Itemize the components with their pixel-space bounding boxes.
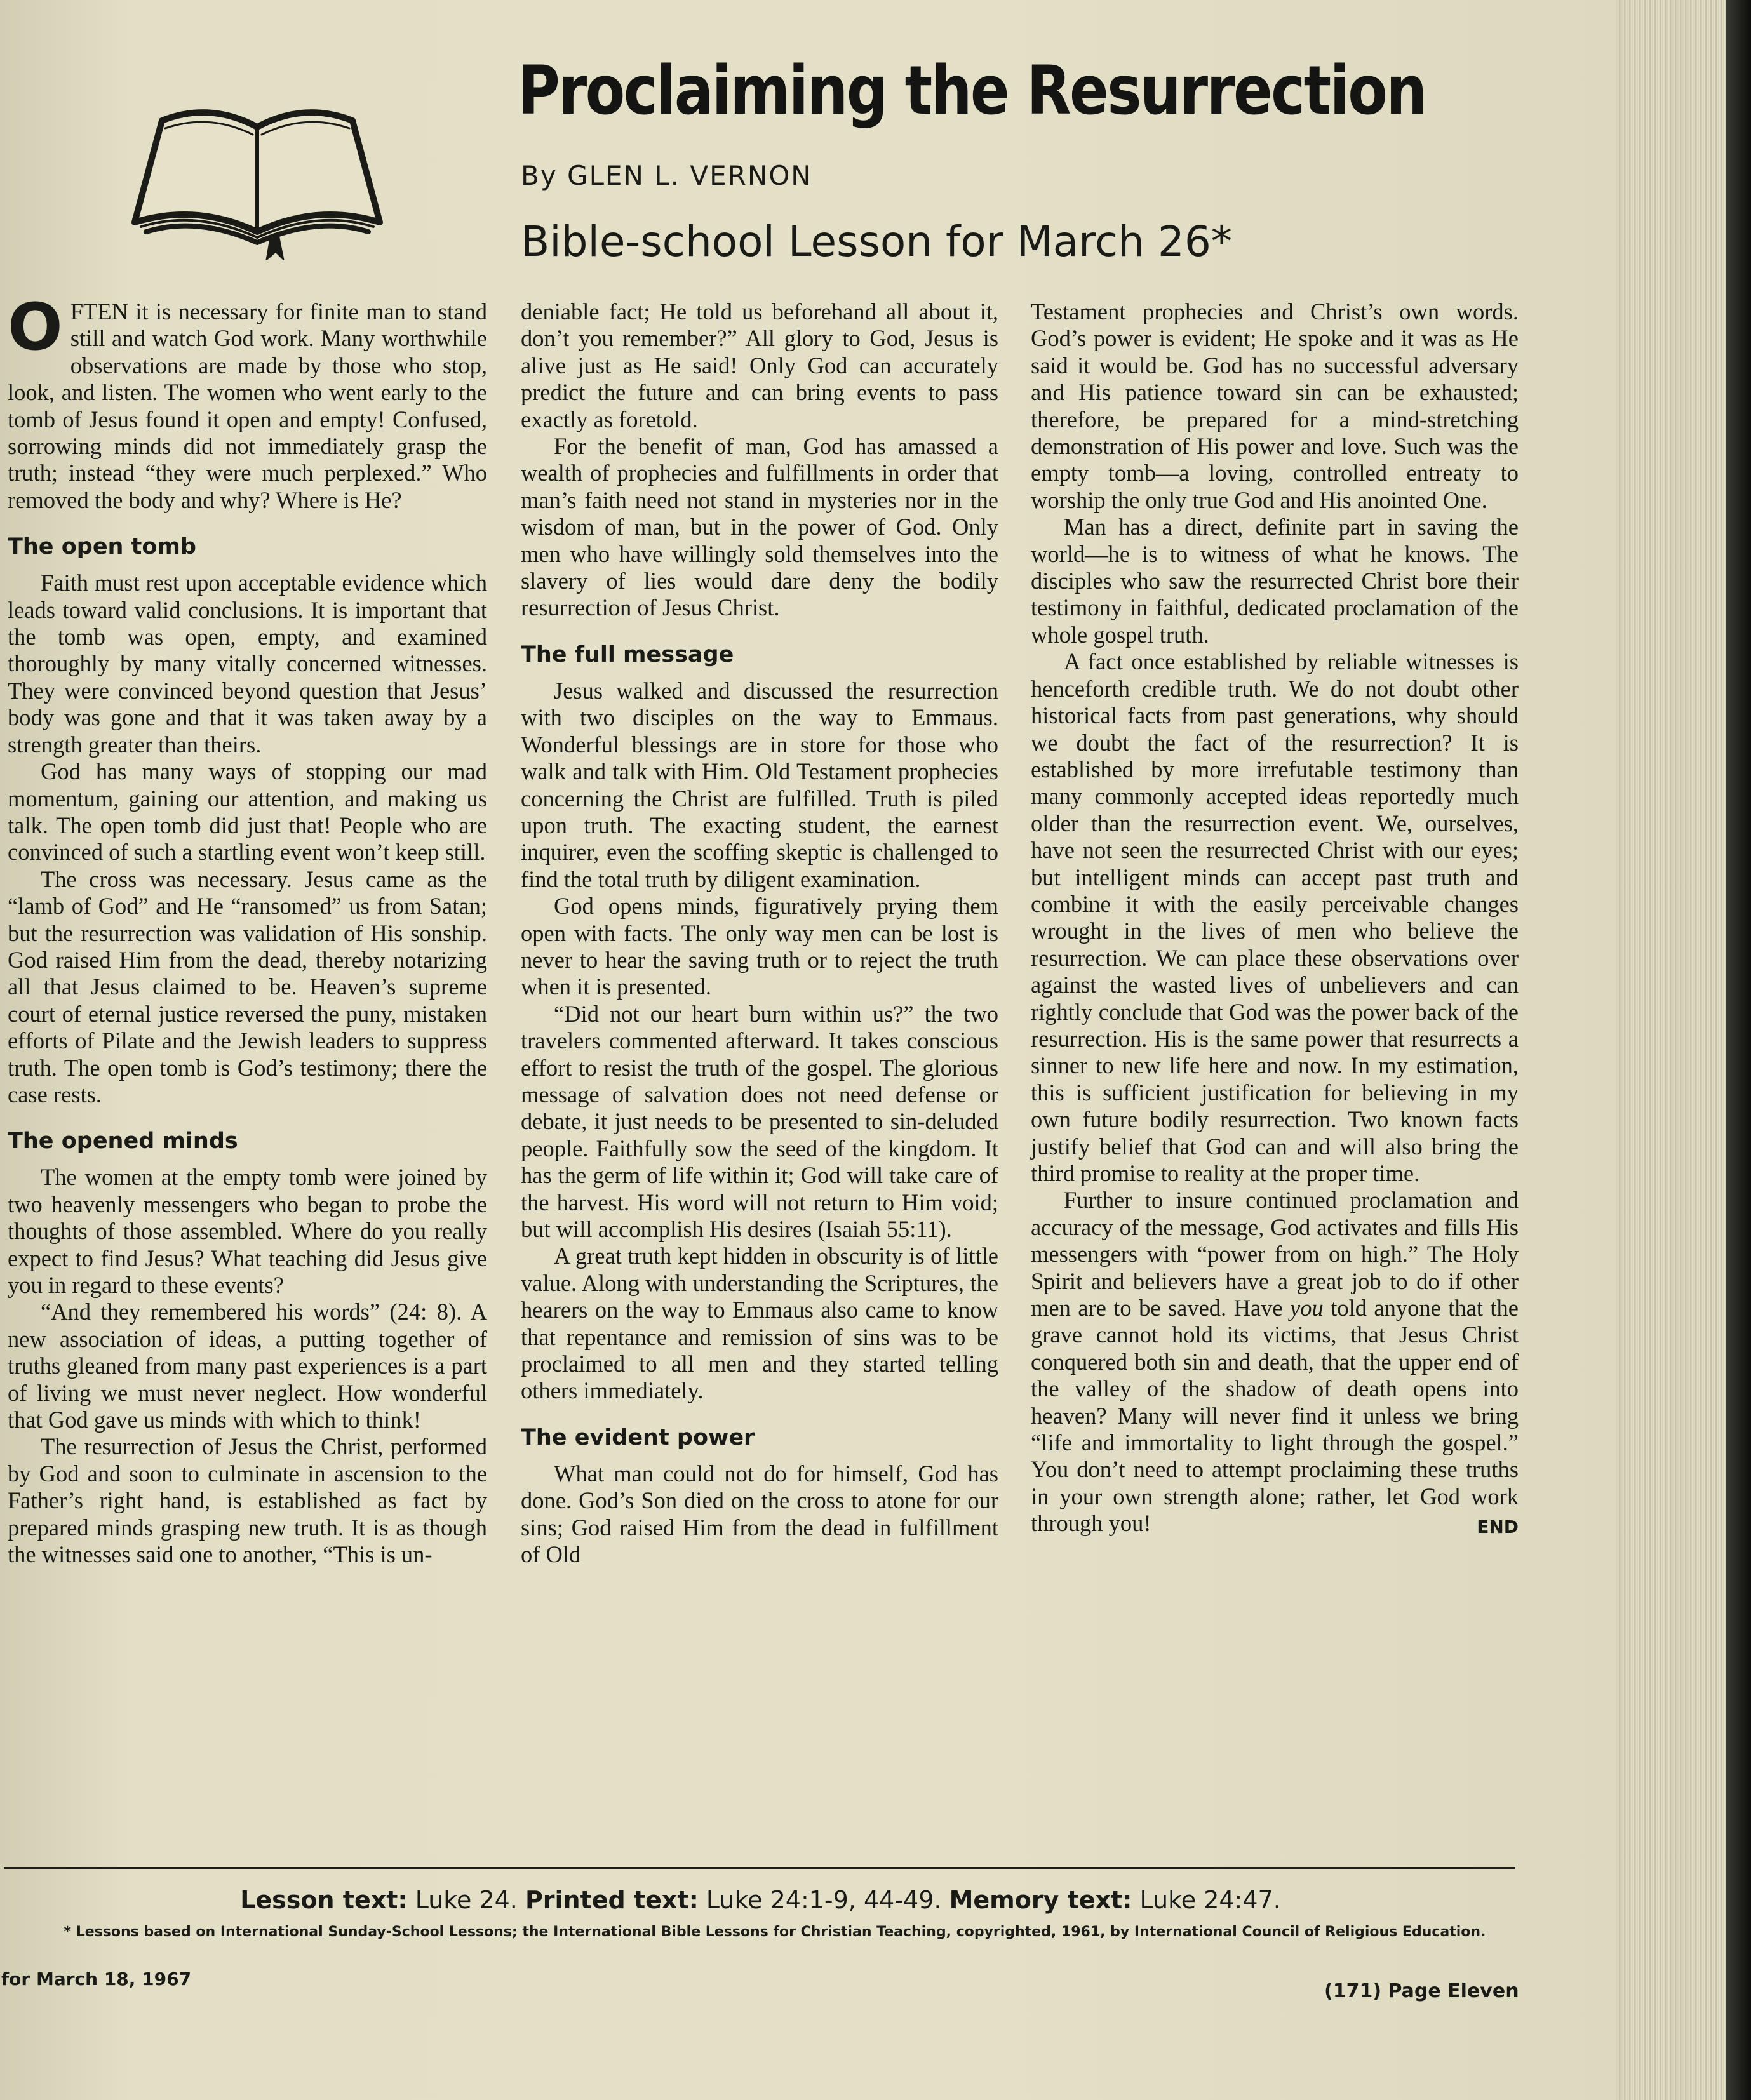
section-heading-evident-power: The evident power bbox=[521, 1424, 755, 1450]
end-mark: END bbox=[1477, 1516, 1519, 1538]
paragraph: Further to insure continued proclamation and accuracy of the message, God activates and fills His messengers with “power from on high.” The Holy Spirit and believers have a great job to do if other men are to be saved. Have you told anyone that the grave cannot hold its victims, that Jesus Christ conquered both sin and death, that the upper end of the valley of the shadow of death opens into heaven? Many will never find it unless we bring “life and immortality to light through the gospel.” You don’t need to attempt proclaiming these truths in your own strength alone; rather, let God work through you! END bbox=[1031, 1187, 1519, 1537]
article-column-1 bbox=[8, 290, 487, 1822]
paragraph: The women at the empty tomb were joined by two heavenly messengers who began to probe the thoughts of those assembled. Where do you really expect to find Jesus? What teaching did Jesus give you in regard to these events? bbox=[8, 1164, 487, 1298]
paragraph: OFTEN it is necessary for finite man to stand still and watch God work. Many worthwhile observations are made by those who stop, look, and listen. The women who went early to the tomb of Jesus found it open and empty! Confused, sorrowing minds did not immediately grasp the truth; instead “they were much perplexed.” Who removed the body and why? Where is He? bbox=[8, 290, 487, 513]
paragraph: A great truth kept hidden in obscurity is of little value. Along with understanding the Scriptures, the hearers on the way to Emmaus also came to know that repentance and remission of sins was to be proclaimed to all men and they started telling others immediately. bbox=[521, 1243, 998, 1404]
lesson-references: Lesson text: Luke 24. Printed text: Luke 24:1-9, 44-49. Memory text: Luke 24:47. bbox=[240, 1886, 1281, 1914]
paragraph: “And they remembered his words” (24: 8). A new association of ideas, a putting together of truths gleaned from many past experiences is a part of living we must never neglect. How wonderful that God gave us minds with which to think! bbox=[8, 1299, 487, 1433]
paragraph: God opens minds, figuratively prying them open with facts. The only way men can be lost is never to hear the saving truth or to reject the truth when it is presented. bbox=[521, 893, 998, 1000]
paragraph: Jesus walked and discussed the resurrection with two disciples on the way to Emmaus. Wonderful blessings are in store for those who walk and talk with Him. Old Testament prophecies concerning the Christ are fulfilled. Truth is piled upon truth. The exacting student, the earnest inquirer, even the scoffing skeptic is challenged to find the total truth by diligent examination. bbox=[521, 677, 998, 892]
open-bible-icon bbox=[127, 95, 387, 260]
book-page-edges bbox=[1616, 0, 1751, 2100]
paragraph: Testament prophecies and Christ’s own words. God’s power is evident; He spoke and it was as He said it would be. God has no successful adversary and His patience toward sin can be exhausted; therefore, be prepared for a mind-stretching demonstration of His power and love. Such was the empty tomb—a loving, controlled entreaty to worship the only true God and His anointed One. bbox=[1031, 298, 1519, 513]
drop-cap: O bbox=[8, 290, 63, 365]
footer-divider bbox=[4, 1867, 1515, 1869]
section-heading-full-message: The full message bbox=[521, 641, 734, 667]
article-column-2 bbox=[521, 298, 998, 1822]
paragraph: What man could not do for himself, God has done. God’s Son died on the cross to atone for our sins; God raised Him from the dead in fulfillment of Old bbox=[521, 1460, 998, 1568]
issue-date: for March 18, 1967 bbox=[1, 1969, 192, 1990]
paragraph: God has many ways of stopping our mad momentum, gaining our attention, and making us talk. The open tomb did just that! People who are convinced of such a startling event won’t keep still. bbox=[8, 758, 487, 866]
lesson-subtitle: Bible-school Lesson for March 26* bbox=[521, 217, 1232, 266]
page-number: (171) Page Eleven bbox=[1324, 1980, 1519, 2002]
paragraph: “Did not our heart burn within us?” the two travelers commented afterward. It takes conscious effort to resist the truth of the gospel. The glorious message of salvation does not need defense or debate, it just needs to be presented to sin-deluded people. Faithfully sow the seed of the kingdom. It has the germ of life within it; God will take care of the harvest. His word will not return to Him void; but will accomplish His desires (Isaiah 55:11). bbox=[521, 1000, 998, 1242]
author-byline: By GLEN L. VERNON bbox=[521, 160, 812, 191]
article-column-3 bbox=[1031, 298, 1519, 1822]
section-heading-open-tomb: The open tomb bbox=[8, 534, 196, 560]
paragraph: deniable fact; He told us beforehand all about it, don’t you remember?” All glory to God, Jesus is alive just as He said! Only God can accurately predict the future and can bring events to pass exactly as foretold. bbox=[521, 298, 998, 432]
paragraph: A fact once established by reliable witnesses is henceforth credible truth. We do not doubt other historical facts from past generations, why should we doubt the fact of the resurrection? It is established by more irrefutable testimony than many commonly accepted ideas reportedly much older than the resurrection event. We, ourselves, have not seen the resurrected Christ with our eyes; but intelligent minds can accept past truth and combine it with the easily perceivable changes wrought in the lives of men who believe the resurrection. We can place these observations over against the wasted lives of unbelievers and can rightly conclude that God was the power back of the resurrection. His is the same power that resurrects a sinner to new life here and now. In my estimation, this is sufficient justification for believing in my own future bodily resurrection. Two known facts justify belief that God can and will also bring the third promise to reality at the proper time. bbox=[1031, 648, 1519, 1186]
footnote: * Lessons based on International Sunday-School Lessons; the International Bible Lessons for Christian Teaching, copyrighted, 1961, by International Council of Religious Education. bbox=[64, 1924, 1486, 1940]
paragraph: For the benefit of man, God has amassed a wealth of prophecies and fulfillments in order that man’s faith need not stand in mysteries nor in the wisdom of man, but in the power of God. Only men who have willingly sold themselves into the slavery of lies would dare deny the bodily resurrection of Jesus Christ. bbox=[521, 433, 998, 621]
paragraph: The cross was necessary. Jesus came as the “lamb of God” and He “ransomed” us from Satan; but the resurrection was validation of His sonship. God raised Him from the dead, thereby notarizing all that Jesus claimed to be. Heaven’s supreme court of eternal justice reversed the puny, mistaken efforts of Pilate and the Jewish leaders to suppress truth. The open tomb is God’s testimony; there the case rests. bbox=[8, 866, 487, 1107]
paragraph: The resurrection of Jesus the Christ, performed by God and soon to culminate in ascension to the Father’s right hand, is established as fact by prepared minds grasping new truth. It is as though the witnesses said one to another, “This is un- bbox=[8, 1433, 487, 1568]
section-heading-opened-minds: The opened minds bbox=[8, 1128, 238, 1154]
page-title: Proclaiming the Resurrection bbox=[518, 51, 1426, 130]
paragraph: Faith must rest upon acceptable evidence which leads toward valid conclusions. It is important that the tomb was open, empty, and examined thoroughly by many vitally concerned witnesses. They were convinced beyond question that Jesus’ body was gone and that it was taken away by a strength greater than theirs. bbox=[8, 570, 487, 758]
paragraph: Man has a direct, definite part in saving the world—he is to witness of what he knows. The disciples who saw the resurrected Christ bore their testimony in faithful, dedicated proclamation of the whole gospel truth. bbox=[1031, 514, 1519, 648]
